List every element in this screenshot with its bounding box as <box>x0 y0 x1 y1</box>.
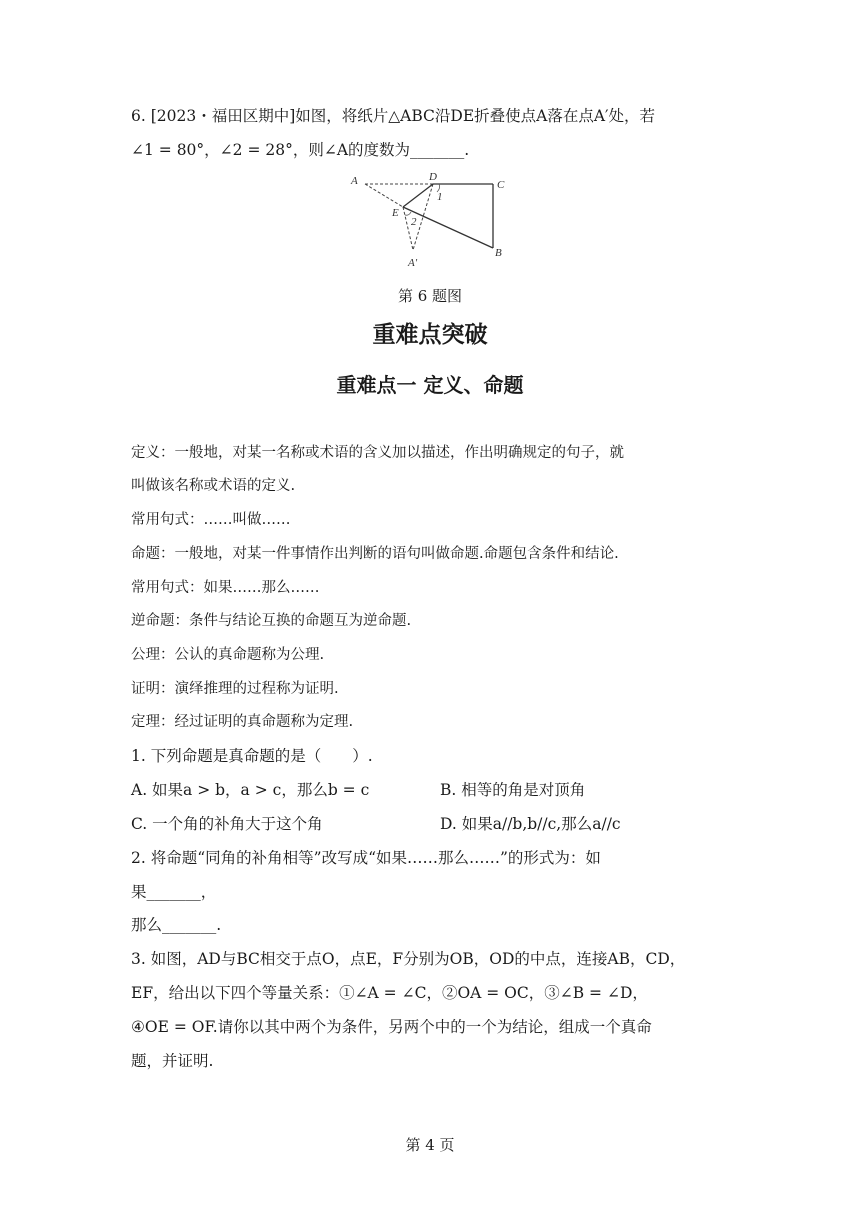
note-line: 逆命题：条件与结论互换的命题互为逆命题. <box>131 613 412 629</box>
q2-line1: 2. 将命题“同角的补角相等”改写成“如果……那么……”的形式为：如 <box>131 849 601 867</box>
label-1: 1 <box>437 191 443 203</box>
label-B: B <box>495 247 502 259</box>
label-C: C <box>497 179 505 191</box>
label-A: A <box>351 175 358 187</box>
label-D: D <box>429 171 437 183</box>
q6-line1: 6. [2023・福田区期中]如图，将纸片△ABC沿DE折叠使点A落在点A′处，若 <box>131 107 656 125</box>
note-line: 命题：一般地，对某一件事情作出判断的语句叫做命题.命题包含条件和结论. <box>131 546 619 562</box>
q1-option-b: B. 相等的角是对顶角 <box>440 781 586 799</box>
page-number: 第 4 页 <box>405 1136 455 1154</box>
q6-caption: 第 6 题图 <box>397 287 463 305</box>
q2-line2: 果_______， <box>131 883 217 901</box>
label-2: 2 <box>411 216 417 228</box>
note-line: 叫做该名称或术语的定义. <box>131 478 296 494</box>
note-line: 公理：公认的真命题称为公理. <box>131 647 325 663</box>
section-heading: 重难点突破 <box>372 322 488 348</box>
note-line: 证明：演绎推理的过程称为证明. <box>131 681 339 697</box>
label-A-prime: A′ <box>408 257 418 268</box>
note-line: 常用句式：……叫做…… <box>131 512 291 528</box>
q6-line2: ∠1 = 80°，∠2 = 28°，则∠A的度数为_______. <box>131 141 470 159</box>
note-line: 定理：经过证明的真命题称为定理. <box>131 714 354 730</box>
fold-line-AE <box>365 184 403 207</box>
q3-line3: ④OE = OF.请你以其中两个为条件，另两个中的一个为结论，组成一个真命 <box>131 1018 652 1036</box>
fold-line-EA-prime <box>403 207 413 250</box>
q3-line2: EF，给出以下四个等量关系：①∠A = ∠C，②OA = OC，③∠B = ∠D， <box>131 984 648 1002</box>
q3-line4: 题，并证明. <box>131 1052 214 1070</box>
label-E: E <box>392 207 399 219</box>
q1-stem: 1. 下列命题是真命题的是（ ）. <box>131 747 373 765</box>
q6-figure <box>345 168 515 268</box>
q1-option-d: D. 如果a//b,b//c,那么a//c <box>440 815 621 833</box>
note-line: 定义：一般地，对某一名称或术语的含义加以描述，作出明确规定的句子，就 <box>131 445 624 461</box>
q2-line3: 那么_______. <box>131 916 222 934</box>
angle-2-arc <box>405 212 411 215</box>
segment-DE <box>403 184 433 207</box>
subsection-heading: 重难点一 定义、命题 <box>336 373 524 397</box>
q1-option-a: A. 如果a > b，a > c，那么b = c <box>131 781 370 799</box>
q1-option-c: C. 一个角的补角大于这个角 <box>131 815 323 833</box>
q3-line1: 3. 如图，AD与BC相交于点O，点E，F分别为OB，OD的中点，连接AB，CD， <box>131 950 686 968</box>
segment-EB <box>403 207 493 248</box>
note-line: 常用句式：如果……那么…… <box>131 580 320 596</box>
